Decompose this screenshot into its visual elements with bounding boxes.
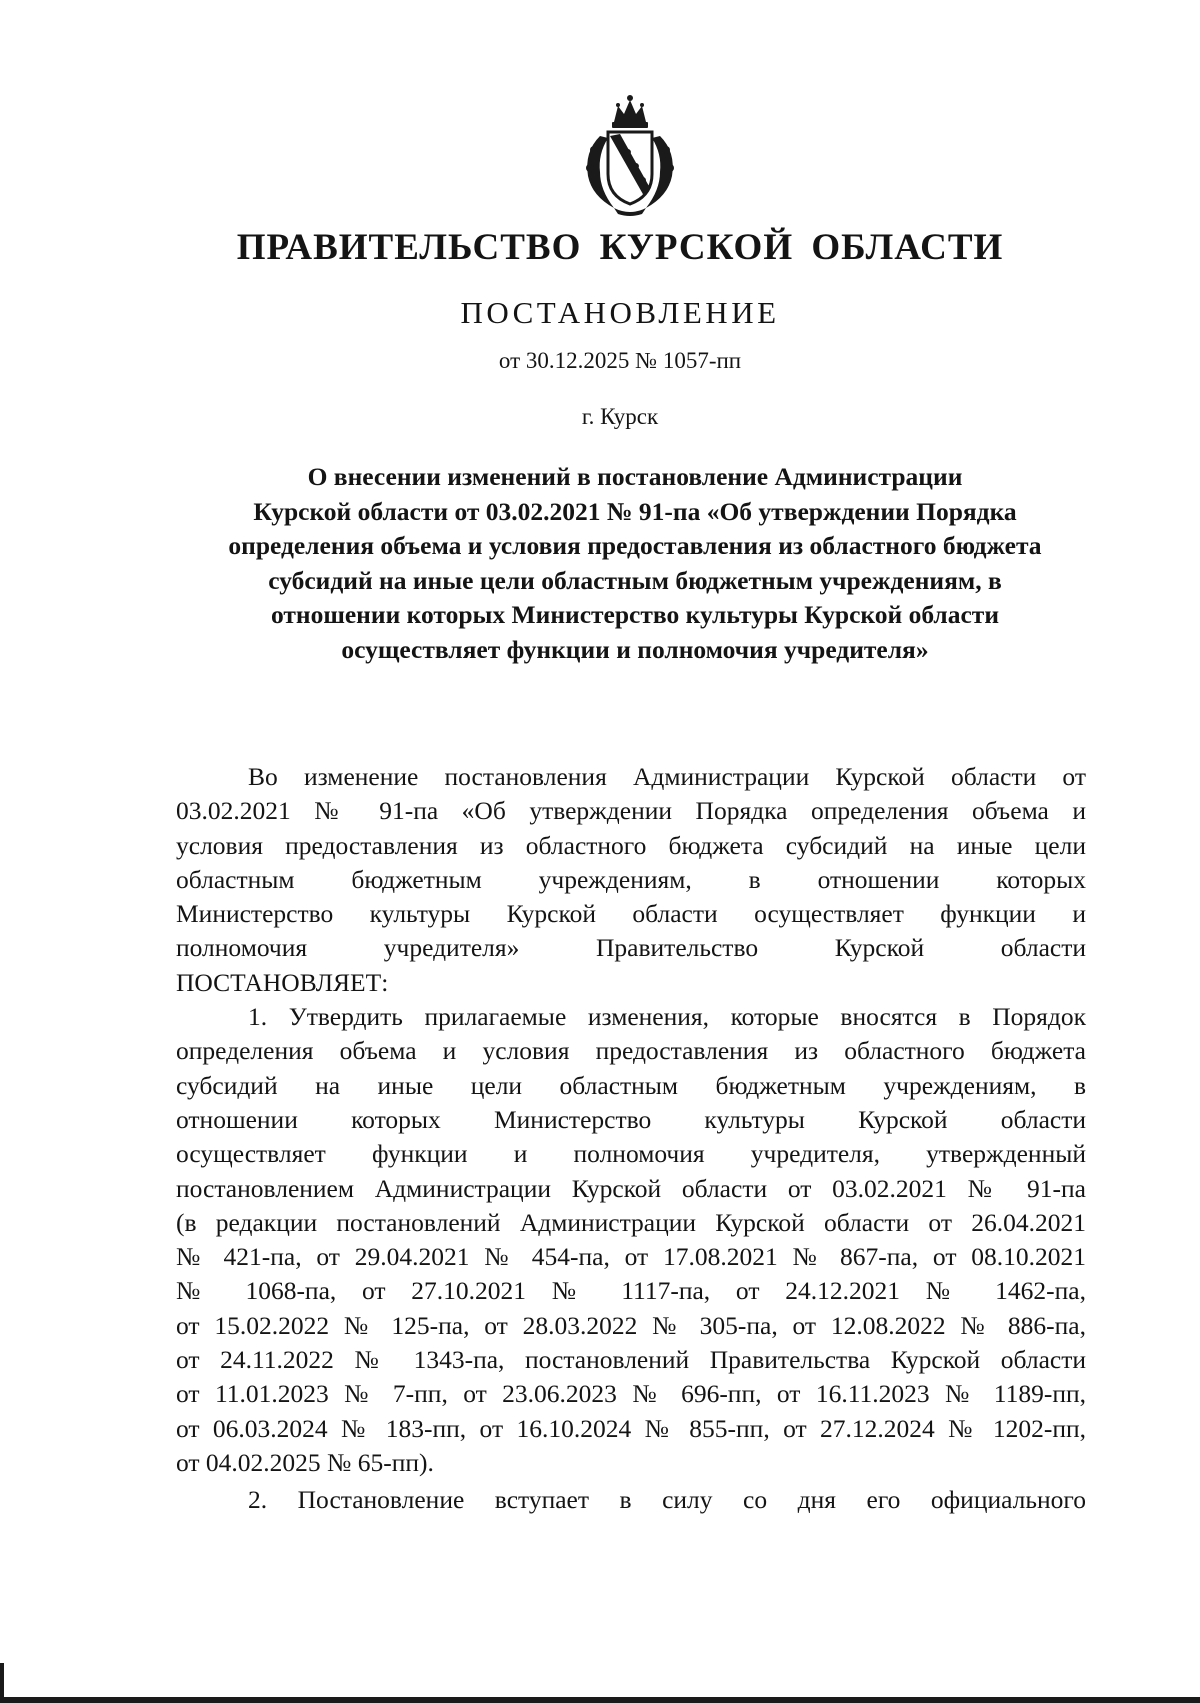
item1-line: осуществляет функции и полномочия учредителя, утвержденный xyxy=(176,1139,1086,1169)
subject-line: Курской области от 03.02.2021 № 91-па «Об утверждении Порядка xyxy=(253,496,1017,526)
document-body xyxy=(176,760,1086,1518)
scan-edge-bottom xyxy=(0,1697,1200,1703)
item1-line: от 04.02.2025 № 65-пп). xyxy=(176,1447,434,1477)
document-type: ПОСТАНОВЛЕНИЕ xyxy=(460,295,780,330)
preamble-line: 03.02.2021 № 91-па «Об утверждении Порядка определения объема и xyxy=(176,796,1086,826)
item1-line: постановлением Администрации Курской области от 03.02.2021 № 91-па xyxy=(176,1173,1086,1203)
preamble-line: полномочия учредителя» Правительство Курской области xyxy=(176,933,1086,963)
preamble-line: Во изменение постановления Администрации Курской области от xyxy=(248,762,1086,791)
item1-line: 1. Утвердить прилагаемые изменения, которые вносятся в Порядок xyxy=(248,1002,1086,1032)
item1-line: от 11.01.2023 № 7-пп, от 23.06.2023 № 696-пп, от 16.11.2023 № 1189-пп, xyxy=(176,1379,1086,1409)
preamble-line: Министерство культуры Курской области осуществляет функции и xyxy=(176,899,1086,929)
item1-line: (в редакции постановлений Администрации Курской области от 26.04.2021 xyxy=(176,1207,1086,1237)
item1-line: от 15.02.2022 № 125-па, от 28.03.2022 № 305-па, от 12.08.2022 № 886-па, xyxy=(176,1310,1086,1340)
organization-title: ПРАВИТЕЛЬСТВО КУРСКОЙ ОБЛАСТИ xyxy=(236,227,1004,268)
preamble-line: ПОСТАНОВЛЯЕТ: xyxy=(176,967,389,997)
kursk-coat-of-arms-icon xyxy=(570,92,690,216)
item1-line: определения объема и условия предоставления из областного бюджета xyxy=(176,1036,1086,1066)
document-subject xyxy=(176,460,1094,668)
document-city: г. Курск xyxy=(581,404,659,429)
subject-line: О внесении изменений в постановление Администрации xyxy=(307,462,963,491)
item1-line: от 24.11.2022 № 1343-па, постановлений Правительства Курской области xyxy=(176,1345,1086,1375)
item1-line: от 06.03.2024 № 183-пп, от 16.10.2024 № 855-пп, от 27.12.2024 № 1202-пп, xyxy=(176,1413,1086,1443)
scan-edge-left xyxy=(0,1663,4,1703)
preamble-line: областным бюджетным учреждениям, в отношении которых xyxy=(176,864,1086,894)
subject-line: определения объема и условия предоставления из областного бюджета xyxy=(228,531,1042,561)
item1-line: отношении которых Министерство культуры Курской области xyxy=(176,1104,1086,1134)
subject-line: субсидий на иные цели областным бюджетным учреждениям, в xyxy=(268,565,1002,595)
subject-line: отношении которых Министерство культуры Курской области xyxy=(270,600,1000,630)
item1-line: субсидий на иные цели областным бюджетным учреждениям, в xyxy=(176,1070,1086,1100)
item2-line: 2. Постановление вступает в силу со дня его официального xyxy=(248,1485,1086,1515)
item1-line: № 421-па, от 29.04.2021 № 454-па, от 17.08.2021 № 867-па, от 08.10.2021 xyxy=(176,1242,1086,1272)
document-number: от 30.12.2025 № 1057-пп xyxy=(498,348,742,373)
preamble-line: условия предоставления из областного бюджета субсидий на иные цели xyxy=(176,830,1086,860)
item1-line: № 1068-па, от 27.10.2021 № 1117-па, от 24.12.2021 № 1462-па, xyxy=(176,1276,1086,1306)
subject-line: осуществляет функции и полномочия учредителя» xyxy=(341,634,929,664)
